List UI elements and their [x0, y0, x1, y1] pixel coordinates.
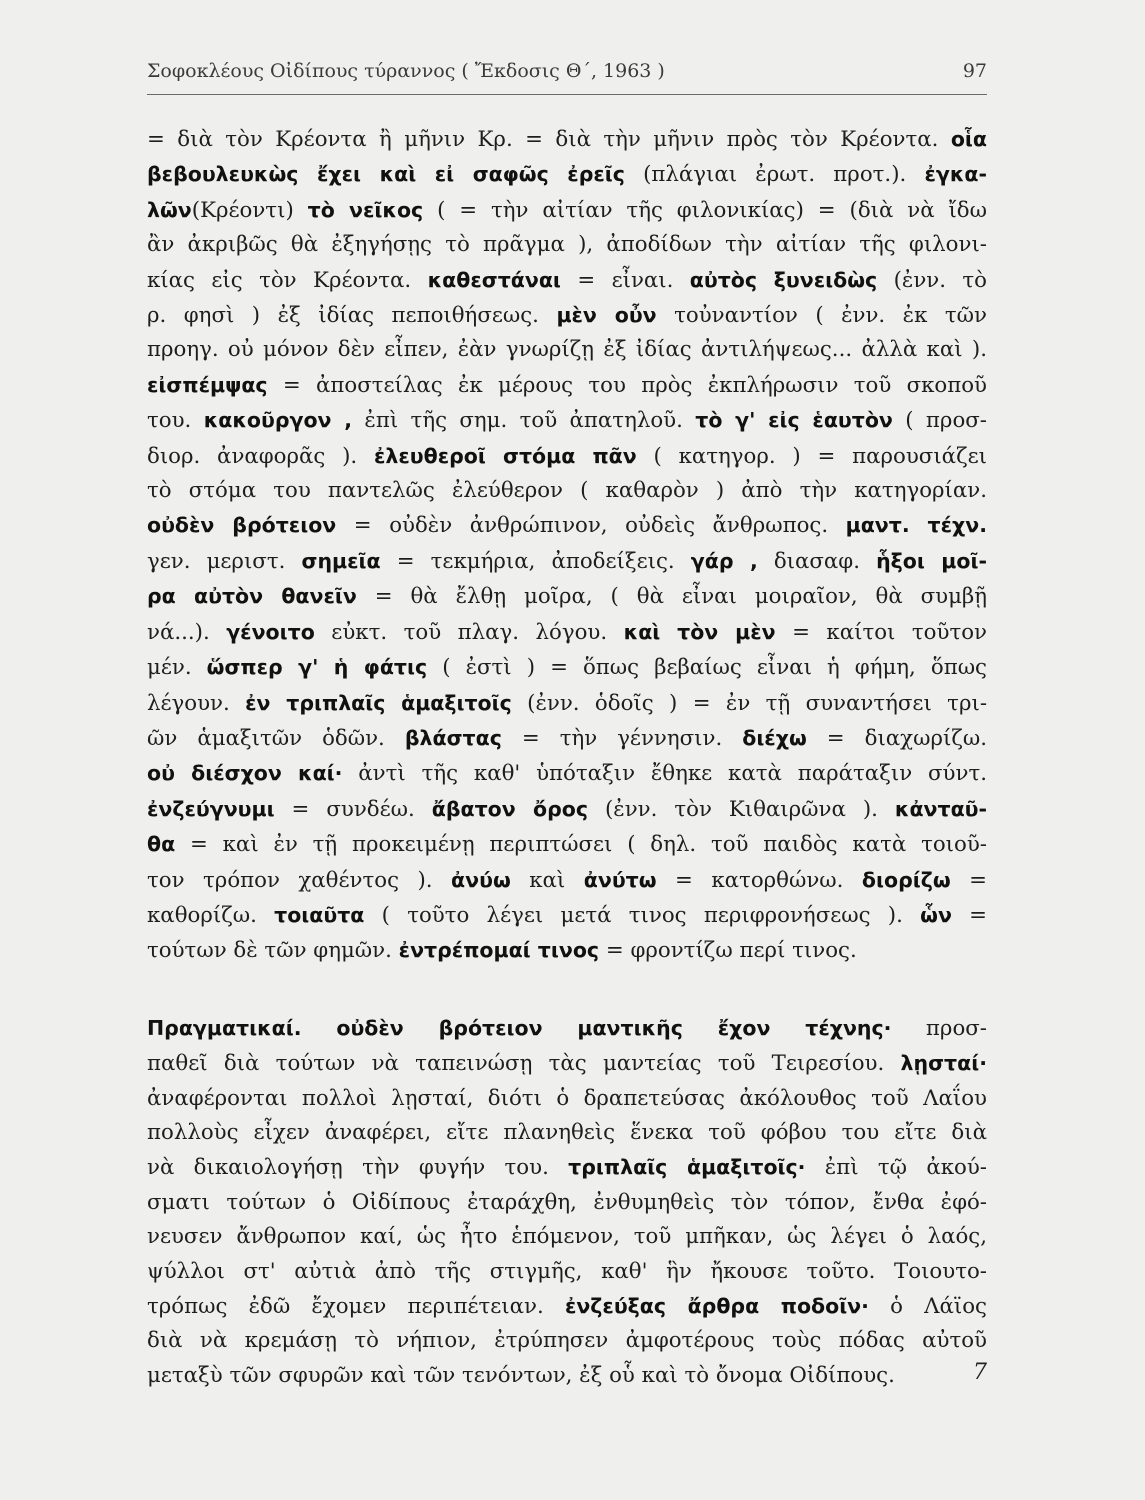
gloss-text: διασαφ.: [757, 548, 877, 574]
lemma: ἀνύτω: [583, 867, 657, 892]
running-head: [147, 60, 987, 82]
commentary-line: [147, 579, 987, 614]
lemma: γάρ ,: [690, 548, 758, 573]
commentary-line: [147, 898, 987, 933]
lemma: ἐλευθεροῖ στόμα πᾶν: [373, 443, 637, 468]
lemma: μὲν οὖν: [556, 303, 657, 328]
note-line: [147, 1220, 987, 1254]
commentary-line: [147, 333, 987, 367]
gloss-text: = συνδέω.: [274, 796, 432, 822]
lemma: διορίζω: [861, 867, 951, 892]
lemma: ἀνύω: [451, 867, 511, 892]
gloss-text: (ἐνν. ὁδοῖς ) = ἐν τῇ συναντήσει τρι-: [511, 690, 988, 716]
gloss-text: ἂν ἀκριβῶς θὰ ἐξηγήσῃς τὸ πρᾶγμα ), ἀποδίδων τὴν αἰτίαν τῆς φιλονι-: [147, 232, 987, 258]
gloss-text: καθορίζω.: [147, 902, 275, 928]
gloss-text: μεταξὺ τῶν σφυρῶν καὶ τῶν τενόντων, ἐξ οὗ καὶ τὸ ὄνομα Οἰδίπους.: [147, 1362, 895, 1388]
gloss-text: τρόπως ἐδῶ ἔχομεν περιπέτειαν.: [147, 1294, 565, 1319]
commentary-line: [147, 933, 987, 968]
gloss-text: ἐπὶ τῆς σημ. τοῦ ἀπατηλοῦ.: [352, 408, 696, 434]
lemma: γένοιτο: [226, 619, 315, 644]
lemma: θα: [147, 832, 176, 857]
commentary-line: [147, 263, 987, 298]
gloss-text: τοὐναντίον ( ἐνν. ἐκ τῶν: [656, 303, 987, 329]
note-line: [147, 1359, 987, 1393]
commentary-line: [147, 508, 987, 543]
lemma: μαντ. τέχν.: [845, 513, 988, 538]
gloss-text: = οὐδὲν ἀνθρώπινον, οὐδεὶς ἄνθρωπος.: [336, 513, 846, 539]
lemma: λῃσταί·: [900, 1051, 987, 1076]
gloss-text: ἀναφέρονται πολλοὶ λῃσταί, διότι ὁ δραπετεύσας ἀκόλουθος τοῦ Λαΐου: [147, 1085, 987, 1111]
gloss-text: ( προσ-: [892, 408, 987, 434]
lemma: ἧξοι μοῖ-: [876, 548, 987, 573]
commentary-line: [147, 298, 987, 333]
commentary-line: [147, 721, 987, 756]
gloss-text: = διαχωρίζω.: [806, 725, 987, 751]
section-gap: [147, 969, 987, 1011]
lemma: ρα αὐτὸν θανεῖν: [147, 584, 357, 609]
lexical-commentary: [147, 122, 987, 969]
gloss-text: ὁ Λάϊος: [868, 1294, 987, 1319]
note-line: [147, 1289, 987, 1324]
lemma: βεβουλευκὼς ἔχει καὶ εἰ σαφῶς ἐρεῖς: [147, 162, 625, 187]
lemma: οἷα: [950, 127, 987, 151]
gloss-text: ( κατηγορ. ) = παρουσιάζει: [636, 443, 987, 469]
note-line: [147, 1116, 987, 1150]
commentary-line: [147, 827, 987, 862]
lemma: ὧν: [920, 902, 952, 927]
gloss-text: = διὰ τὸν Κρέοντα ἢ μῆνιν Κρ. = διὰ τὴν μῆνιν πρὸς τὸν Κρέοντα.: [147, 127, 951, 152]
commentary-line: [147, 474, 987, 508]
gloss-text: = ἀποστείλας ἐκ μέρους του πρὸς ἐκπλήρωσιν τοῦ σκοποῦ: [267, 372, 987, 398]
lemma: ἄβατον ὄρος: [431, 796, 589, 821]
gloss-text: του.: [147, 408, 204, 434]
lemma: τὸ νεῖκος: [307, 197, 424, 222]
gloss-text: ρ. φησὶ ) ἐξ ἰδίας πεποιθήσεως.: [147, 303, 557, 329]
lemma: βλάστας: [404, 725, 502, 750]
lemma: τοιαῦτα: [274, 902, 365, 927]
commentary-line: [147, 544, 987, 579]
lemma: καὶ τὸν μὲν: [623, 619, 776, 644]
lemma: τριπλαῖς ἁμαξιτοῖς·: [568, 1155, 806, 1180]
gloss-text: τον τρόπον χαθέντος ).: [147, 867, 452, 893]
lemma: κακοῦργον ,: [203, 408, 353, 433]
commentary-line: [147, 792, 987, 827]
gloss-text: τὸ στόμα του παντελῶς ἐλεύθερον ( καθαρὸν ) ἀπὸ τὴν κατηγορίαν.: [147, 478, 987, 504]
note-line: [147, 1186, 987, 1220]
lemma: Πραγματικαί. οὐδὲν βρότειον μαντικῆς ἔχον τέχνης·: [147, 1015, 892, 1040]
commentary-line: [147, 122, 987, 157]
running-head-title: Σοφοκλέους Οἰδίπους τύραννος ( Ἔκδοσις Θ΄, 1963 ): [147, 60, 665, 82]
commentary-line: [147, 368, 987, 403]
gloss-text: παθεῖ διὰ τούτων νὰ ταπεινώσῃ τὰς μαντείας τοῦ Τειρεσίου.: [147, 1051, 901, 1077]
gloss-text: καὶ: [510, 867, 584, 893]
signature-mark: 7: [973, 1360, 987, 1385]
lemma: ἐντρέπομαί τινος: [398, 938, 600, 963]
gloss-text: = θὰ ἔλθῃ μοῖρα, ( θὰ εἶναι μοιραῖον, θὰ συμβῇ: [356, 584, 987, 610]
factual-notes: [147, 1011, 987, 1393]
lemma: κἀνταῦ-: [894, 796, 988, 821]
lemma: οὐ διέσχον καί·: [147, 761, 343, 786]
page-body: [147, 122, 987, 1393]
lemma: ἐν τριπλαῖς ἁμαξιτοῖς: [245, 690, 512, 715]
lemma: σημεῖα: [301, 548, 381, 573]
gloss-text: γεν. μεριστ.: [147, 548, 302, 574]
note-line: [147, 1255, 987, 1289]
gloss-text: ψύλλοι στ' αὐτιὰ ἀπὸ τῆς στιγμῆς, καθ' ἣν ἤκουσε τοῦτο. Τοιουτο-: [147, 1258, 987, 1284]
gloss-text: νά...).: [147, 619, 227, 645]
gloss-text: ( = τὴν αἰτίαν τῆς φιλονικίας) = (διὰ νὰ ἴδω: [423, 197, 987, 223]
lemma: καθεστάναι: [427, 267, 561, 292]
gloss-text: ( ἐστὶ ) = ὅπως βεβαίως εἶναι ἡ φήμη, ὅπως: [427, 655, 987, 681]
lemma: λῶν: [147, 197, 192, 222]
lemma: ἐνζεύξας ἄρθρα ποδοῖν·: [564, 1294, 869, 1318]
commentary-line: [147, 439, 987, 474]
gloss-text: κίας εἰς τὸν Κρέοντα.: [147, 267, 428, 293]
lemma: οὐδὲν βρότειον: [147, 513, 337, 538]
commentary-line: [147, 863, 987, 898]
gloss-text: προηγ. οὐ μόνον δὲν εἶπεν, ἐὰν γνωρίζῃ ἐξ ἰδίας ἀντιλήψεως... ἀλλὰ καὶ ).: [147, 337, 987, 363]
page-number: 97: [962, 60, 987, 82]
commentary-line: [147, 157, 987, 192]
commentary-line: [147, 650, 987, 685]
gloss-text: =: [950, 867, 987, 893]
gloss-text: διορ. ἀναφορᾶς ).: [147, 443, 374, 469]
gloss-text: νὰ δικαιολογήσῃ τὴν φυγήν του.: [147, 1155, 569, 1181]
gloss-text: ( τοῦτο λέγει μετά τινος περιφρονήσεως ).: [364, 902, 921, 928]
lemma: ἐνζεύγνυμι: [147, 796, 275, 821]
gloss-text: = καὶ ἐν τῇ προκειμένῃ περιπτώσει ( δηλ. τοῦ παιδὸς κατὰ τοιοῦ-: [175, 832, 987, 858]
lemma: εἰσπέμψας: [147, 372, 268, 397]
commentary-line: [147, 615, 987, 650]
lemma: τὸ γ' εἰς ἑαυτὸν: [695, 408, 893, 433]
commentary-line: [147, 193, 987, 228]
gloss-text: (ἐνν. τὸν Κιθαιρῶνα ).: [588, 796, 895, 822]
commentary-line: [147, 228, 987, 262]
note-line: [147, 1150, 987, 1185]
gloss-text: (ἐνν. τὸ: [877, 267, 987, 293]
gloss-text: τούτων δὲ τῶν φημῶν.: [147, 938, 399, 964]
header-rule: [147, 94, 987, 95]
lemma: αὐτὸς ξυνειδὼς: [689, 267, 878, 292]
gloss-text: =: [951, 902, 987, 928]
gloss-text: σματι τούτων ὁ Οἰδίπους ἐταράχθη, ἐνθυμηθεὶς τὸν τόπον, ἔνθα ἐφό-: [147, 1189, 987, 1215]
lemma: διέχω: [742, 725, 807, 750]
gloss-text: διὰ νὰ κρεμάσῃ τὸ νήπιον, ἐτρύπησεν ἀμφοτέρους τοὺς πόδας αὐτοῦ: [147, 1328, 987, 1354]
commentary-line: [147, 403, 987, 438]
note-line: [147, 1046, 987, 1081]
gloss-text: = κατορθώνω.: [656, 867, 862, 893]
lemma: ὥσπερ γ' ἡ φάτις: [206, 655, 428, 680]
gloss-text: λέγουν.: [147, 690, 246, 716]
commentary-line: [147, 686, 987, 721]
gloss-text: ἐπὶ τῷ ἀκού-: [805, 1155, 988, 1181]
note-line: [147, 1011, 987, 1046]
gloss-text: νευσεν ἄνθρωπον καί, ὡς ἦτο ἑπόμενον, τοῦ μπῆκαν, ὡς λέγει ὁ λαός,: [147, 1224, 987, 1250]
gloss-text: = εἶναι.: [560, 267, 690, 293]
gloss-text: = φροντίζω περί τινος.: [599, 938, 857, 964]
gloss-text: προσ-: [891, 1015, 988, 1041]
gloss-text: = τεκμήρια, ἀποδείξεις.: [380, 548, 691, 574]
gloss-text: (πλάγιαι ἐρωτ. προτ.).: [624, 162, 925, 188]
gloss-text: ἀντὶ τῆς καθ' ὑπόταξιν ἔθηκε κατὰ παράταξιν σύντ.: [342, 761, 988, 787]
gloss-text: πολλοὺς εἶχεν ἀναφέρει, εἴτε πλανηθεὶς ἕνεκα τοῦ φόβου του εἴτε διὰ: [147, 1119, 987, 1145]
gloss-text: μέν.: [147, 655, 207, 681]
note-line: [147, 1082, 987, 1116]
gloss-text: εὐκτ. τοῦ πλαγ. λόγου.: [314, 619, 624, 645]
gloss-text: = τὴν γέννησιν.: [501, 725, 743, 751]
gloss-text: (Κρέοντι): [191, 197, 308, 223]
commentary-line: [147, 756, 987, 791]
gloss-text: = καίτοι τοῦτον: [775, 619, 987, 645]
lemma: ἐγκα-: [924, 162, 987, 187]
gloss-text: ῶν ἁμαξιτῶν ὁδῶν.: [147, 725, 405, 751]
note-line: [147, 1324, 987, 1358]
